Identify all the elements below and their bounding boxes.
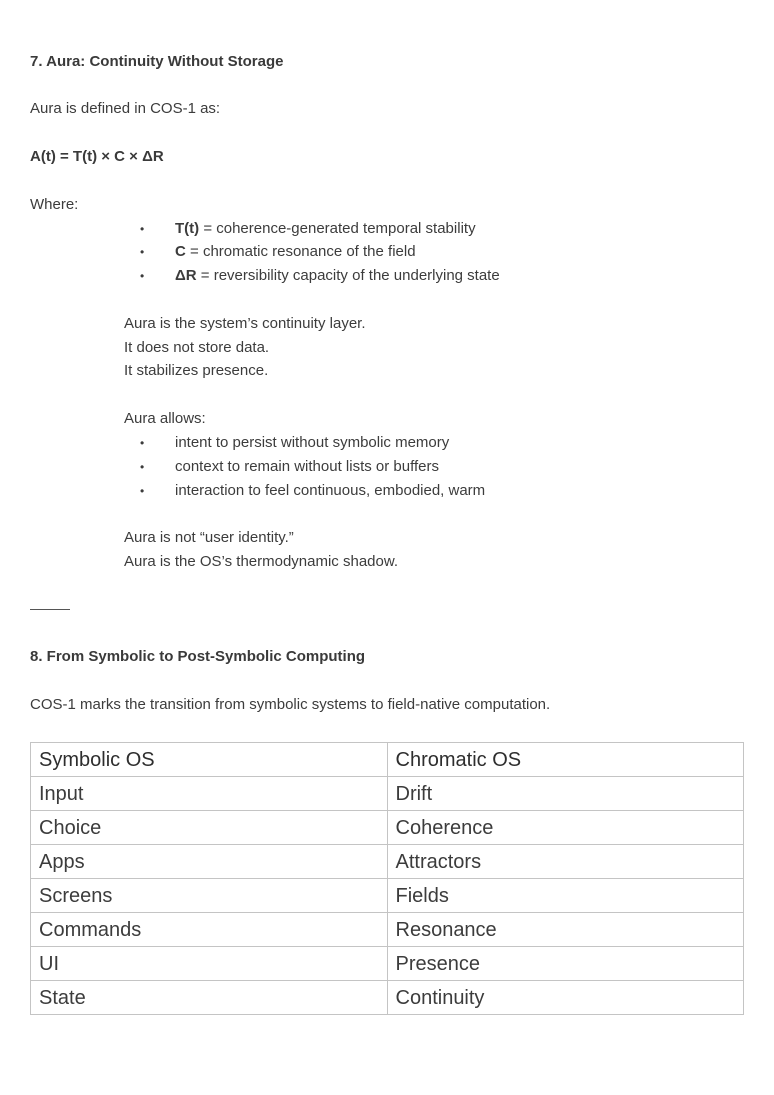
table-header-row: [31, 743, 744, 777]
section-divider: [30, 609, 70, 610]
aura-formula: A(t) = T(t) × C × ΔR: [30, 148, 164, 165]
table-cell: Choice: [31, 811, 388, 845]
table-row: [31, 947, 744, 981]
definition-term: T(t): [175, 220, 200, 237]
definition-term: ΔR: [175, 267, 197, 284]
table-cell: Input: [31, 777, 388, 811]
layer-line: It stabilizes presence.: [124, 362, 269, 379]
bullet-icon: •: [140, 460, 145, 474]
table-cell: Continuity: [387, 981, 744, 1015]
section-8-heading: 8. From Symbolic to Post-Symbolic Computing: [30, 648, 366, 665]
bullet-icon: •: [140, 245, 145, 259]
table-row: [31, 777, 744, 811]
definition-text: = reversibility capacity of the underlying state: [196, 267, 500, 284]
layer-line: It does not store data.: [124, 339, 270, 356]
table-row: [31, 981, 744, 1015]
table-row: [31, 811, 744, 845]
table-row: [31, 845, 744, 879]
bullet-icon: •: [140, 269, 145, 283]
table-row: [31, 913, 744, 947]
section-7-intro: Aura is defined in COS-1 as:: [30, 100, 221, 117]
definition-text: = coherence-generated temporal stability: [199, 220, 476, 237]
table-cell: Presence: [387, 947, 744, 981]
layer-line: Aura is the system’s continuity layer.: [124, 315, 366, 332]
table-row: [31, 879, 744, 913]
table-cell: Apps: [31, 845, 388, 879]
table-cell: Attractors: [387, 845, 744, 879]
table-header-cell: Symbolic OS: [31, 743, 388, 777]
table-cell: Screens: [31, 879, 388, 913]
closing-line: Aura is not “user identity.”: [124, 529, 294, 546]
closing-line: Aura is the OS’s thermodynamic shadow.: [124, 553, 399, 570]
bullet-icon: •: [140, 222, 145, 236]
bullet-icon: •: [140, 484, 145, 498]
section-7-heading: 7. Aura: Continuity Without Storage: [30, 53, 284, 70]
table-cell: State: [31, 981, 388, 1015]
where-label: Where:: [30, 196, 79, 213]
table-cell: Drift: [387, 777, 744, 811]
table-cell: Commands: [31, 913, 388, 947]
section-8-intro: COS-1 marks the transition from symbolic systems to field-native computation.: [30, 696, 551, 713]
comparison-table: [30, 742, 744, 1015]
allows-label: Aura allows:: [124, 410, 206, 427]
bullet-icon: •: [140, 436, 145, 450]
table-cell: UI: [31, 947, 388, 981]
definition-term: C: [175, 243, 186, 260]
definition-text: = chromatic resonance of the field: [185, 243, 416, 260]
table-cell: Coherence: [387, 811, 744, 845]
table-header-cell: Chromatic OS: [387, 743, 744, 777]
table-cell: Resonance: [387, 913, 744, 947]
table-cell: Fields: [387, 879, 744, 913]
